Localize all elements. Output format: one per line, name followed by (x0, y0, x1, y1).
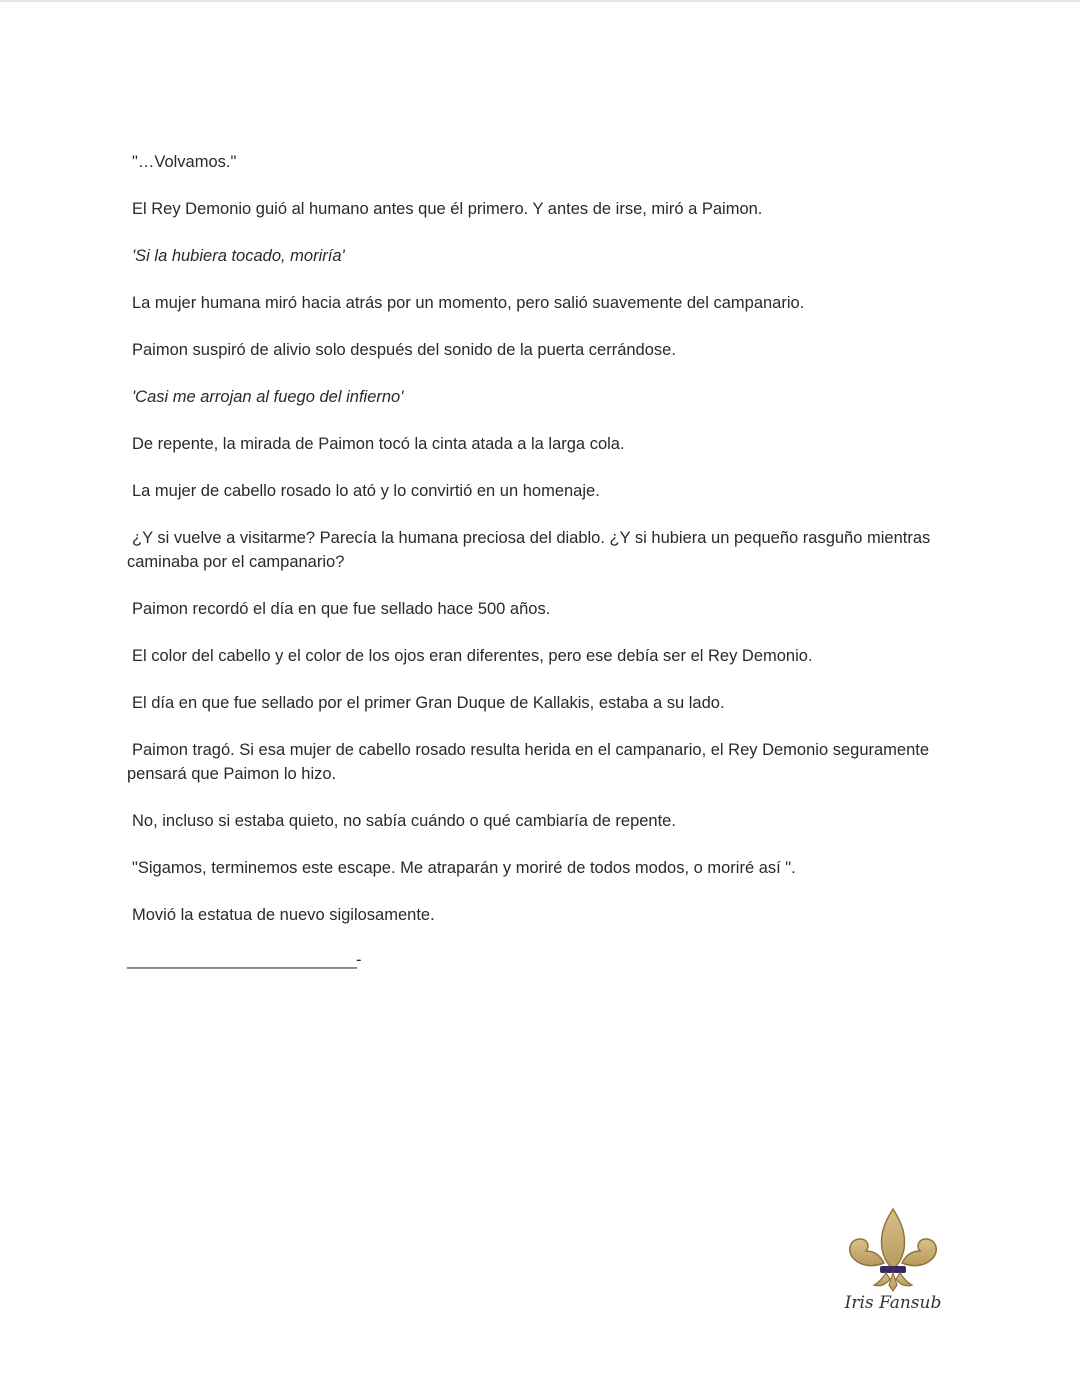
paragraph-6-thought: 'Casi me arrojan al fuego del infierno' (132, 388, 404, 406)
logo-text: Iris Fansub (844, 1293, 942, 1313)
paragraph-15: "Sigamos, terminemos este escape. Me atraparán y moriré de todos modos, o moriré así ". (132, 859, 796, 877)
paragraph-8: La mujer de cabello rosado lo ató y lo convirtió en un homenaje. (132, 482, 600, 500)
fleur-de-lis-icon (844, 1205, 942, 1293)
paragraph-14: No, incluso si estaba quieto, no sabía cuándo o qué cambiaría de repente. (132, 812, 676, 830)
page-top-edge (0, 0, 1080, 2)
paragraph-1: "…Volvamos." (132, 153, 237, 171)
iris-fansub-logo (838, 1205, 948, 1320)
paragraph-10: Paimon recordó el día en que fue sellado hace 500 años. (132, 600, 551, 618)
paragraph-13: Paimon tragó. Si esa mujer de cabello rosado resulta herida en el campanario, el Rey Demonio seguramente pensará que Paimon lo hizo. (127, 741, 930, 783)
paragraph-12: El día en que fue sellado por el primer Gran Duque de Kallakis, estaba a su lado. (132, 694, 725, 712)
document-body (127, 150, 937, 972)
paragraph-9: ¿Y si vuelve a visitarme? Parecía la humana preciosa del diablo. ¿Y si hubiera un pequeño rasguño mientras caminaba por el campanario? (127, 529, 931, 571)
paragraph-4: La mujer humana miró hacia atrás por un momento, pero salió suavemente del campanario. (132, 294, 805, 312)
section-separator: ____________________________- (127, 951, 361, 969)
paragraph-3-thought: 'Si la hubiera tocado, moriría' (132, 247, 345, 265)
paragraph-2: El Rey Demonio guió al humano antes que él primero. Y antes de irse, miró a Paimon. (132, 200, 763, 218)
paragraph-16: Movió la estatua de nuevo sigilosamente. (132, 906, 435, 924)
paragraph-5: Paimon suspiró de alivio solo después del sonido de la puerta cerrándose. (132, 341, 676, 359)
paragraph-7: De repente, la mirada de Paimon tocó la cinta atada a la larga cola. (132, 435, 625, 453)
paragraph-11: El color del cabello y el color de los ojos eran diferentes, pero ese debía ser el Rey Demonio. (132, 647, 813, 665)
